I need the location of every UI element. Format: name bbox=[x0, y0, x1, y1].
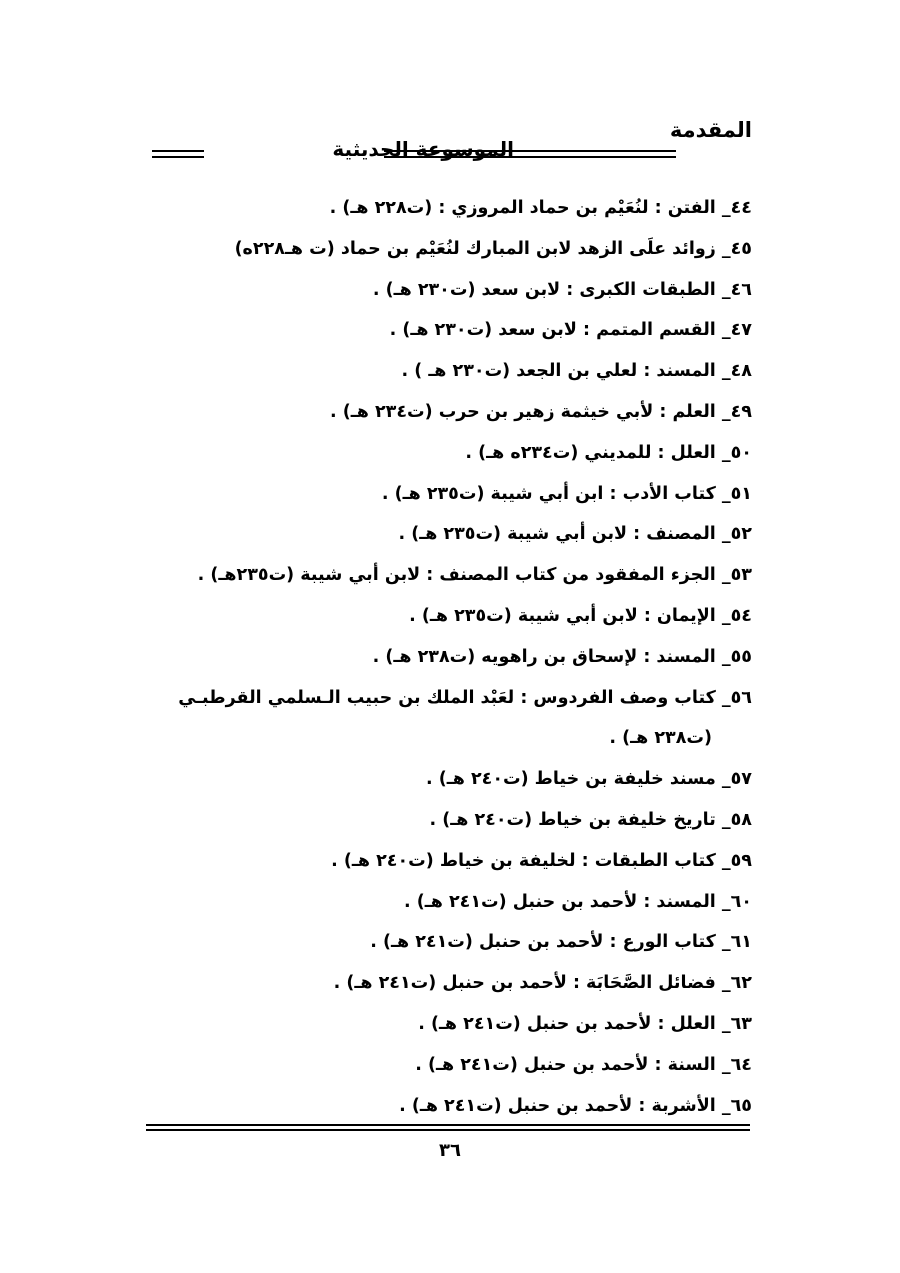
footer-rule-top bbox=[146, 1124, 750, 1126]
list-item: ٥٣_ الجزء المفقود من كتاب المصنف : لابن أبي شيبة (ت٢٣٥هـ) . bbox=[197, 565, 752, 586]
list-item: ٥٠_ العلل : للمديني (ت٢٣٤ه هـ) . bbox=[465, 442, 752, 463]
header-rule-right bbox=[152, 150, 204, 158]
list-item: ٥٢_ المصنف : لابن أبي شيبة (ت٢٣٥ هـ) . bbox=[398, 524, 752, 545]
list-item: ٥٦_ كتاب وصف الفردوس : لعَبْد الملك بن حبيب الـسلمي القرطبـي bbox=[178, 687, 752, 708]
header-rule-left bbox=[384, 150, 676, 158]
list-item: ٦٥_ الأشربة : لأحمد بن حنبل (ت٢٤١ هـ) . bbox=[399, 1095, 752, 1116]
list-item: ٥٧_ مسند خليفة بن خياط (ت٢٤٠ هـ) . bbox=[426, 769, 752, 790]
list-item: ٥٨_ تاريخ خليفة بن خياط (ت٢٤٠ هـ) . bbox=[429, 809, 752, 830]
list-item: ٤٥_ زوائد علَى الزهد لابن المبارك لنُعَيْم بن حماد (ت هـ٢٢٨ه) bbox=[234, 238, 752, 259]
reference-list bbox=[152, 188, 752, 1126]
list-item: ٦٣_ العلل : لأحمد بن حنبل (ت٢٤١ هـ) . bbox=[418, 1013, 752, 1034]
list-item: ٤٨_ المسند : لعلي بن الجعد (ت٢٣٠ هـ ) . bbox=[401, 361, 752, 382]
list-item: ٥١_ كتاب الأدب : ابن أبي شيبة (ت٢٣٥ هـ) . bbox=[381, 483, 752, 504]
section-title: المقدمة bbox=[669, 118, 752, 142]
list-item: ٤٦_ الطبقات الكبرى : لابن سعد (ت٢٣٠ هـ) . bbox=[372, 279, 752, 300]
footer-rule-bottom bbox=[146, 1129, 750, 1131]
list-item: ٥٩_ كتاب الطبقات : لخليفة بن خياط (ت٢٤٠ هـ) . bbox=[331, 850, 752, 871]
list-item: ٦٢_ فضائل الصَّحَابَة : لأحمد بن حنبل (ت٢٤١ هـ) . bbox=[333, 973, 752, 994]
list-item: ٥٤_ الإيمان : لابن أبي شيبة (ت٢٣٥ هـ) . bbox=[409, 605, 752, 626]
list-item: ٤٧_ القسم المتمم : لابن سعد (ت٢٣٠ هـ) . bbox=[389, 320, 752, 341]
list-item: ٦٠_ المسند : لأحمد بن حنبل (ت٢٤١ هـ) . bbox=[404, 891, 752, 912]
page-number: ٣٦ bbox=[439, 1140, 461, 1161]
series-title: الموسوعة الحديثية bbox=[332, 137, 514, 161]
list-item: ٤٤_ الفتن : لنُعَيْم بن حماد المروزي : (ت٢٢٨ هـ) . bbox=[329, 198, 752, 218]
list-item: ٦١_ كتاب الورع : لأحمد بن حنبل (ت٢٤١ هـ) . bbox=[370, 932, 752, 953]
list-item: ٥٥_ المسند : لإسحاق بن راهويه (ت٢٣٨ هـ) . bbox=[372, 646, 752, 667]
list-item-continuation: (ت٢٣٨ هـ) . bbox=[609, 728, 712, 749]
list-item: ٤٩_ العلم : لأبي خيثمة زهير بن حرب (ت٢٣٤ هـ) . bbox=[330, 401, 752, 422]
list-item: ٦٤_ السنة : لأحمد بن حنبل (ت٢٤١ هـ) . bbox=[415, 1054, 752, 1075]
